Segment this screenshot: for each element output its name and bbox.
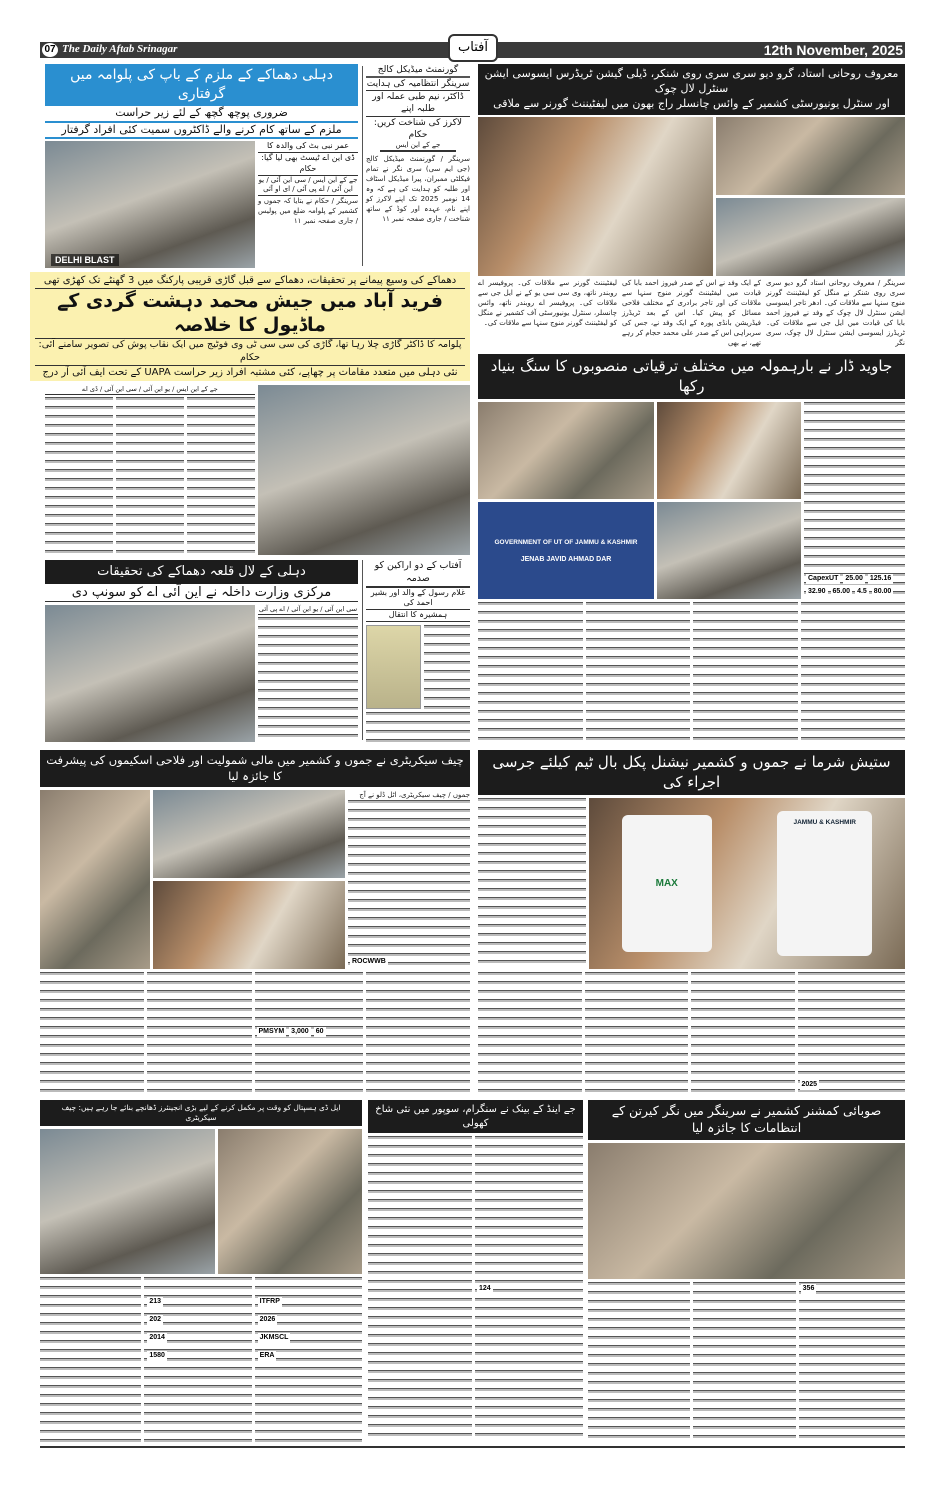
agency-credit: سی این آئی / یو این آئی / اے پی آئی	[258, 605, 358, 614]
headline-medical-college: گورنمنٹ میڈیکل کالج	[366, 64, 470, 78]
column-divider	[362, 66, 363, 266]
text-column	[478, 972, 582, 1092]
headline-jk-bank-branch: جے اینڈ کے بینک نے سنگرام، سوپور میں نئی شاخ کھولی	[368, 1100, 583, 1133]
headline-red-fort: دہلی کے لال قلعہ دھماکے کی تحقیقات	[45, 560, 358, 584]
text-column	[475, 1136, 583, 1442]
headline-governor-meetings	[478, 64, 905, 115]
vice-chancellor-photo	[716, 198, 905, 276]
text-column	[40, 1277, 141, 1442]
burnt-vehicles-photo	[45, 605, 255, 742]
foundation-plaque	[478, 502, 654, 599]
column-divider	[362, 560, 363, 740]
figure: 32.90	[808, 588, 826, 595]
text-column	[804, 402, 905, 599]
portrait-photo	[366, 625, 421, 709]
paper-name: The Daily Aftab Srinagar	[62, 43, 178, 55]
side-head: ڈی این اے ٹیسٹ بھی لیا گیا: حکام	[258, 153, 358, 176]
blast-site-photo	[258, 385, 470, 555]
figure: 213	[149, 1298, 162, 1305]
figure: 4.5	[857, 588, 867, 595]
ribbon-photo	[657, 502, 801, 599]
story-column: سرینگر / معروف روحانی استاد گرو دیو سری سری روی شنکر نے منگل کو لیفٹیننٹ گورنر منوج سنہا سے ملاقات کی۔ ادھر تاجر ایسوسی ایشن سنٹرل لال چوک کے وفد نے فیروز احمد بابا کی قیادت میں ایل جی سے ملاقات کی۔ ٹریڈرز ایسوسی ایشن سنٹرل لال چوک، سری نگر	[766, 279, 905, 347]
text-column	[693, 1282, 795, 1442]
figure: 65.00	[832, 588, 851, 595]
text-column	[40, 972, 144, 1092]
figure: PMSYM	[258, 1028, 285, 1035]
figure: 202	[149, 1316, 162, 1323]
text-column	[116, 397, 184, 555]
chief-secretary-photo	[40, 790, 150, 969]
figure: CapexUT	[808, 575, 839, 582]
story-lead: جموں / چیف سیکریٹری، اٹل ڈلو نے آج	[359, 791, 470, 800]
headline-ldh-hospital: ایل ڈی ہسپتال کو وقت پر مکمل کرنے کے لیے بڑی انجینئرز ڈھانچے بنائے جا رہے ہیں: چیف سیکریٹری	[40, 1100, 362, 1126]
agency-credit: جے کے این ایس	[380, 141, 456, 152]
figure: 2014	[149, 1334, 165, 1341]
subhead: پلوامہ کا ڈاکٹر گاڑی چلا رہا تھا، گاڑی کی سی سی ٹی وی فوٹیج میں ایک نقاب پوش کی تصویر سامنے آئی: حکام	[35, 338, 465, 366]
text-column	[478, 798, 586, 969]
page-number: 07	[42, 43, 58, 57]
text-column	[258, 617, 358, 742]
faridabad-story-box	[30, 272, 470, 381]
headline-baramulla-projects: جاوید ڈار نے بارہمولہ میں مختلف ترقیاتی منصوبوں کا سنگ بنیاد رکھا	[478, 354, 905, 399]
figure: ERA	[259, 1352, 275, 1359]
meeting-photo	[153, 790, 345, 878]
text-column	[691, 972, 795, 1092]
plaque-name: JENAB JAVID AHMAD DAR	[520, 555, 612, 563]
headline-line: ڈاکٹر، نیم طبی عملہ اور طلبہ اپنے	[366, 91, 470, 116]
text-column	[255, 972, 363, 1092]
text-column	[799, 1282, 905, 1442]
headline-line: غلام رسول کے والد اور بشیر احمد کی	[366, 588, 470, 611]
text-column	[147, 972, 251, 1092]
issue-date: 12th November, 2025	[763, 42, 903, 58]
text-column	[366, 712, 470, 742]
text-column	[478, 602, 583, 742]
div-com-story	[588, 1100, 905, 1442]
jersey: MAX	[622, 815, 712, 952]
figure: 3,000	[291, 1028, 309, 1035]
meeting-photo	[153, 881, 345, 969]
jk-bank-story	[368, 1100, 583, 1442]
headline-line: اور سنٹرل یونیورسٹی کشمیر کے وائس چانسلر راج بھون میں لیفٹیننٹ گورنر سے ملاقی	[493, 96, 890, 110]
plaque-banner: GOVERNMENT OF UT OF JAMMU & KASHMIR	[494, 538, 638, 546]
figure: ITFRP	[259, 1298, 280, 1305]
headline-pickleball-jersey: ستیش شرما نے جموں و کشمیر نیشنل پکل بال ٹیم کیلئے جرسی اجراء کی	[478, 750, 905, 795]
story-lead: سرینگر / گورنمنٹ میڈیکل کالج (جی ایم سی) سری نگر نے تمام فیکلٹی ممبران، پیرا میڈیکل اسٹاف اور طلبہ کو ہدایت کی ہے کہ وہ 14 نومبر 2025 تک اپنے لاکرز کو اپنے نام، عہدہ اور کوڈ کے ساتھ شناخت / جاری صفحہ نمبر ۱۱	[366, 155, 470, 224]
headline-line: لاکرز کی شناخت کریں: حکام	[373, 117, 463, 140]
subhead: ملزم کے ساتھ کام کرنے والے ڈاکٹروں سمیت کئی افراد گرفتار	[45, 123, 358, 140]
figure: 80.00	[873, 588, 892, 595]
medical-college-story	[366, 64, 470, 268]
text-column	[348, 800, 470, 969]
chief-secretary-story	[40, 750, 470, 1092]
red-fort-story	[45, 560, 358, 742]
headline-line: ہمشیرہ کا انتقال	[366, 610, 470, 622]
headline-div-com-nagar-kirtan: صوبائی کمشنر کشمیر نے سرینگر میں نگر کیرتن کے انتظامات کا جائزہ لیا	[588, 1100, 905, 1140]
governor-story	[478, 64, 905, 348]
page-bottom-rule	[40, 1446, 905, 1448]
headline-delhi-arrest: دہلی دھماکے کے ملزم کے باپ کی پلوامہ میں گرفتاری	[45, 64, 358, 106]
figure: 25.00	[845, 575, 863, 582]
photo-caption: DELHI BLAST	[51, 254, 119, 266]
figure: 1580	[149, 1352, 165, 1359]
meeting-photo	[40, 1129, 215, 1274]
text-column	[801, 602, 906, 742]
obituary-story	[366, 560, 470, 742]
figure: JKMSCL	[259, 1334, 289, 1341]
speech-photo	[657, 402, 801, 499]
text-column	[366, 972, 470, 1092]
guru-governor-photo	[478, 117, 713, 276]
kicker: دھماکے کی وسیع پیمانے پر تحقیقات، دھماکے سے قبل گاڑی قریبی پارکنگ میں 3 گھنٹے تک کھڑی تھی	[35, 274, 465, 289]
masthead-logo: آفتاب	[448, 34, 498, 62]
gathering-photo	[478, 402, 654, 499]
traders-delegation-photo	[716, 117, 905, 195]
agency-credit: جے کے این ایس / سی این آئی / یو این آئی / اے پی آئی / ای او آئی	[258, 176, 358, 196]
ldh-story	[40, 1100, 362, 1442]
figure: 124	[479, 1285, 491, 1292]
figure: ROCWWB	[352, 958, 386, 965]
subhead: ضروری پوچھ گچھ کے لئے زیر حراست	[45, 106, 358, 123]
jersey: JAMMU & KASHMIR	[777, 811, 872, 956]
figure: 2025	[801, 1081, 818, 1088]
pickleball-story	[478, 750, 905, 1092]
review-meeting-photo	[588, 1143, 905, 1279]
subhead: نئی دہلی میں متعدد مقامات پر چھاپے، کئی مشتبہ افراد زیر حراست UAPA کے تحت ایف آئی آر درج	[42, 366, 458, 378]
figure: 60	[315, 1028, 324, 1035]
text-column	[798, 972, 906, 1092]
figure: 356	[802, 1285, 815, 1292]
baramulla-story	[478, 354, 905, 742]
official-photo	[218, 1129, 362, 1274]
text-column	[693, 602, 798, 742]
text-column	[144, 1277, 251, 1442]
story-column: کے ایک وفد نے اس کے صدر فیروز احمد بابا کی قیادت میں لیفٹیننٹ گورنر منوج سنہا سے ملاقات کی اور تاجر برادری کے مختلف فلاحی مسائل کو پیش کیا۔ اس کے بعد ٹریڈرز فیڈریشن بانڈی پورہ کے ایک وفد نے، جس کی سربراہی اس کے صدر علی محمد حجام کر رہے تھے، نے بھی	[622, 279, 761, 347]
side-head: عمر نبی بٹ کی والدہ کا	[258, 141, 358, 153]
text-column	[588, 1282, 690, 1442]
text-column	[45, 397, 113, 555]
subhead: مرکزی وزارت داخلہ نے این آئی اے کو سونپ دی	[45, 584, 358, 603]
story-column: لیفٹیننٹ گورنر سے ملاقات کی۔ پروفیسر اے روبندر ناتھ، وی سی سی یو کے نے ایل جی سے ملاقات کی۔ پروفیسر اے روبندر ناتھ، وائس چانسلر، سنٹرل یونیورسٹی آف کشمیر نے منگل کو لیفٹیننٹ گورنر منوج سنہا سے ملاقات کی۔	[478, 279, 617, 327]
text-column	[585, 972, 689, 1092]
text-column	[368, 1136, 472, 1442]
delhi-arrest-story	[45, 64, 358, 268]
faridabad-story	[30, 272, 470, 555]
jersey-launch-photo	[589, 798, 905, 969]
headline-chief-secretary-review: چیف سیکریٹری نے جموں و کشمیر میں مالی شمولیت اور فلاحی اسکیموں کی پیشرفت کا جائزہ لیا	[40, 750, 470, 787]
headline-line: معروف روحانی استاد، گرو دیو سری سری روی شنکر، ڈیلی گیشن ٹریڈرس ایسوسی ایشن سنٹرل لال چوک	[484, 67, 899, 95]
text-column	[255, 1277, 362, 1442]
agency-credit: جے کے این ایس / یو این آئی / سی این آئی / ڈی اے	[45, 385, 255, 395]
text-column	[187, 397, 255, 555]
figure: 2026	[259, 1316, 276, 1323]
figure: 125.16	[869, 575, 892, 582]
text-column	[424, 625, 470, 709]
headline-faridabad-module: فرید آباد میں جیش محمد دہشت گردی کے ماڈیول کا خلاصہ	[57, 289, 443, 337]
text-column	[586, 602, 691, 742]
headline-obituary: آفتاب کے دو اراکین کو صدمہ	[366, 560, 470, 588]
headline-line: سرینگر انتظامیہ کی ہدایت	[366, 78, 470, 91]
story-lead: سرینگر / حکام نے بتایا کہ جموں و کشمیر کے پلوامہ ضلع میں پولیس / جاری صفحہ نمبر ۱۱	[258, 196, 358, 225]
delhi-blast-photo	[45, 141, 255, 268]
